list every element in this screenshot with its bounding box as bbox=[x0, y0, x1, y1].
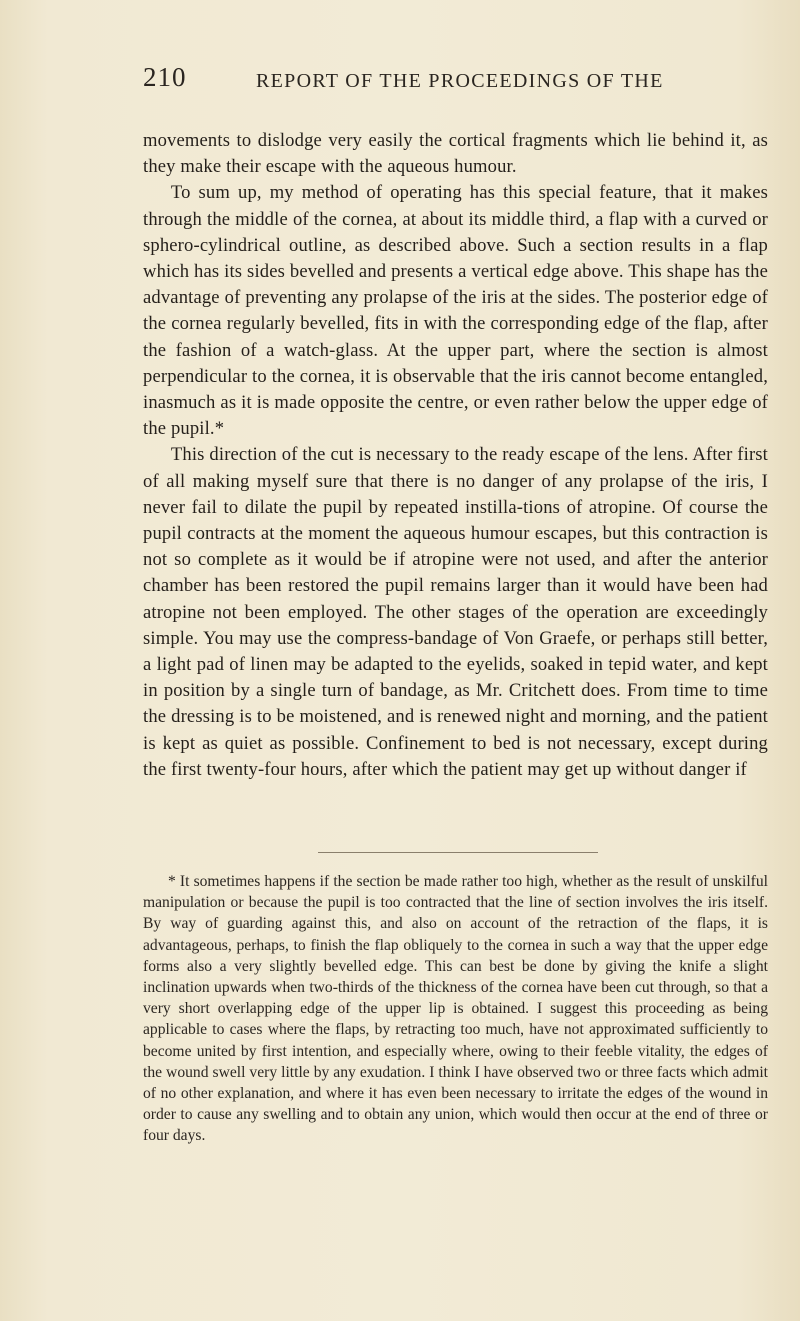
paragraph: movements to dislodge very easily the cortical fragments which lie behind it, as they make their escape with the aqueous humour. bbox=[143, 130, 768, 178]
page-number: 210 bbox=[143, 62, 187, 92]
page-header bbox=[143, 62, 743, 102]
paragraph: This direction of the cut is necessary to the ready escape of the lens. After first of all making myself sure that there is no danger of any prolapse of the iris, I never fail to dilate the pupil by repeated instilla-tions of atropine. Of course the pupil contracts at the moment the aqueous humour escapes, but this contraction is not so complete as it would be if atropine were not used, and after the anterior chamber has been restored the pupil remains larger than it would have been had atropine not been employed. The other stages of the operation are exceedingly simple. You may use the compress-bandage of Von Graefe, or perhaps still better, a light pad of linen may be adapted to the eyelids, soaked in tepid water, and kept in position by a single turn of bandage, as Mr. Critchett does. From time to time the dressing is to be moistened, and is renewed night and morning, and the patient is kept as quiet as possible. Confinement to bed is not necessary, except during the first twenty-four hours, after which the patient may get up without danger if bbox=[143, 444, 768, 780]
footnote: * It sometimes happens if the section be made rather too high, whether as the result of unskilful manipulation or because the pupil is too contracted that the line of section involves the iris itself. By way of guarding against this, and also on account of the retraction of the flaps, it is advantageous, perhaps, to finish the flap obliquely to the cornea in such a way that the upper edge forms also a very slightly bevelled edge. This can best be done by giving the knife a slight inclination upwards when two-thirds of the thickness of the cornea have been cut through, so that a very short overlapping edge of the upper lip is obtained. I suggest this proceeding as being applicable to cases where the flaps, by retracting too much, have not approximated sufficiently to become united by first intention, and especially where, owing to their feeble vitality, the edges of the wound swell very little by any exudation. I think I have observed two or three facts which admit of no other explanation, and where it has even been necessary to irritate the edges of the wound in order to cause any swelling and to obtain any union, which would then occur at the end of three or four days. bbox=[143, 873, 768, 1145]
footnote-divider bbox=[318, 852, 598, 853]
paragraph: To sum up, my method of operating has this special feature, that it makes through the middle of the cornea, at about its middle third, a flap with a curved or sphero-cylindrical outline, as described above. Such a section results in a flap which has its sides bevelled and presents a vertical edge above. This shape has the advantage of preventing any prolapse of the iris at the sides. The posterior edge of the cornea regularly bevelled, fits in with the corresponding edge of the flap, after the fashion of a watch-glass. At the upper part, where the section is almost perpendicular to the cornea, it is observable that the iris cannot become entangled, inasmuch as it is made opposite the centre, or even rather below the upper edge of the pupil.* bbox=[143, 182, 768, 440]
running-head: REPORT OF THE PROCEEDINGS OF THE bbox=[256, 70, 664, 92]
main-text bbox=[143, 128, 768, 783]
